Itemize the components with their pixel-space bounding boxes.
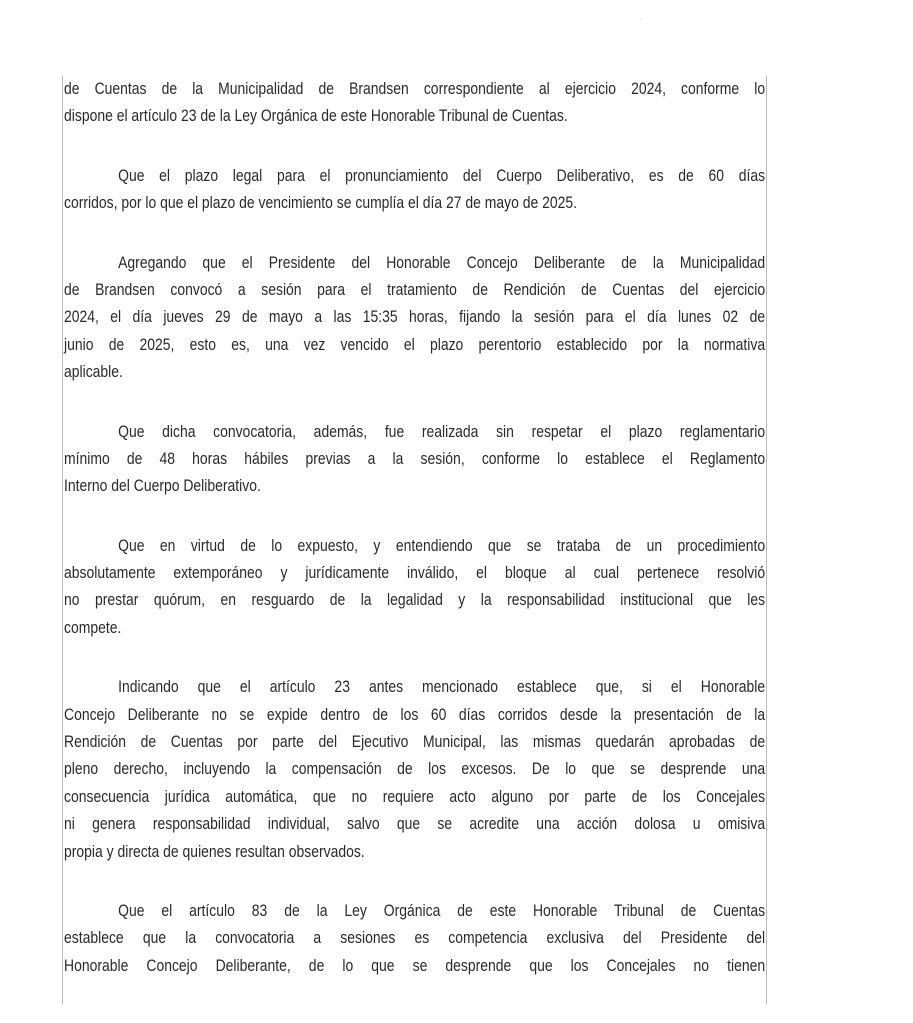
paragraph xyxy=(64,75,765,130)
text-line: Que el plazo legal para el pronunciamiento del Cuerpo Deliberativo, es de 60 días xyxy=(118,165,766,185)
text-line: establece que la convocatoria a sesiones es competencia exclusiva del Presidente del xyxy=(64,928,766,948)
text-line: corridos, por lo que el plazo de vencimiento se cumplía el día 27 de mayo de 2025. xyxy=(64,193,577,213)
text-line: compete. xyxy=(64,617,122,637)
right-margin-line xyxy=(766,76,767,1004)
paragraph xyxy=(64,162,765,217)
text-line: Que en virtud de lo expuesto, y entendiendo que se trataba de un procedimiento xyxy=(118,535,766,555)
text-line: Rendición de Cuentas por parte del Ejecutivo Municipal, las mismas quedarán aprobadas de xyxy=(64,732,766,752)
paragraph xyxy=(64,673,765,865)
text-line: dispone el artículo 23 de la Ley Orgánica de este Honorable Tribunal de Cuentas. xyxy=(64,106,568,126)
text-line: Concejo Deliberante no se expide dentro de los 60 días corridos desde la presentación de la xyxy=(64,704,766,724)
text-line: de Brandsen convocó a sesión para el tratamiento de Rendición de Cuentas del ejercicio xyxy=(64,279,766,299)
text-line: Indicando que el artículo 23 antes mencionado establece que, si el Honorable xyxy=(118,677,766,697)
document-body xyxy=(64,75,765,1011)
paragraph xyxy=(64,532,765,642)
text-line: junio de 2025, esto es, una vez vencido el plazo perentorio establecido por la normativa xyxy=(64,334,766,354)
text-line: absolutamente extemporáneo y jurídicamente inválido, el bloque al cual pertenece resolvió xyxy=(64,563,766,583)
left-margin-line xyxy=(62,76,63,1004)
text-line: aplicable. xyxy=(64,362,123,382)
text-line: 2024, el día jueves 29 de mayo a las 15:35 horas, fijando la sesión para el día lunes 02 de xyxy=(64,307,766,327)
text-line: pleno derecho, incluyendo la compensación de los excesos. De lo que se desprende una xyxy=(64,759,766,779)
text-line: Que dicha convocatoria, además, fue realizada sin respetar el plazo reglamentario xyxy=(118,421,766,441)
text-line: no prestar quórum, en resguardo de la legalidad y la responsabilidad institucional que les xyxy=(64,590,766,610)
text-line: Honorable Concejo Deliberante, de lo que se desprende que los Concejales no tienen xyxy=(64,955,766,975)
text-line: Interno del Cuerpo Deliberativo. xyxy=(64,476,261,496)
text-line: de Cuentas de la Municipalidad de Brandsen correspondiente al ejercicio 2024, conforme lo xyxy=(64,79,766,98)
scan-speck xyxy=(640,18,642,20)
text-line: propia y directa de quienes resultan observados. xyxy=(64,841,365,861)
paragraph xyxy=(64,249,765,386)
text-line: Agregando que el Presidente del Honorable Concejo Deliberante de la Municipalidad xyxy=(118,252,766,272)
text-line: ni genera responsabilidad individual, salvo que se acredite una acción dolosa u omisiva xyxy=(64,814,766,834)
text-line: mínimo de 48 horas hábiles previas a la sesión, conforme lo establece el Reglamento xyxy=(64,448,766,468)
text-line: Que el artículo 83 de la Ley Orgánica de este Honorable Tribunal de Cuentas xyxy=(118,900,766,920)
text-line: consecuencia jurídica automática, que no requiere acto alguno por parte de los Concejales xyxy=(64,786,766,806)
paragraph xyxy=(64,418,765,500)
paragraph xyxy=(64,897,765,979)
